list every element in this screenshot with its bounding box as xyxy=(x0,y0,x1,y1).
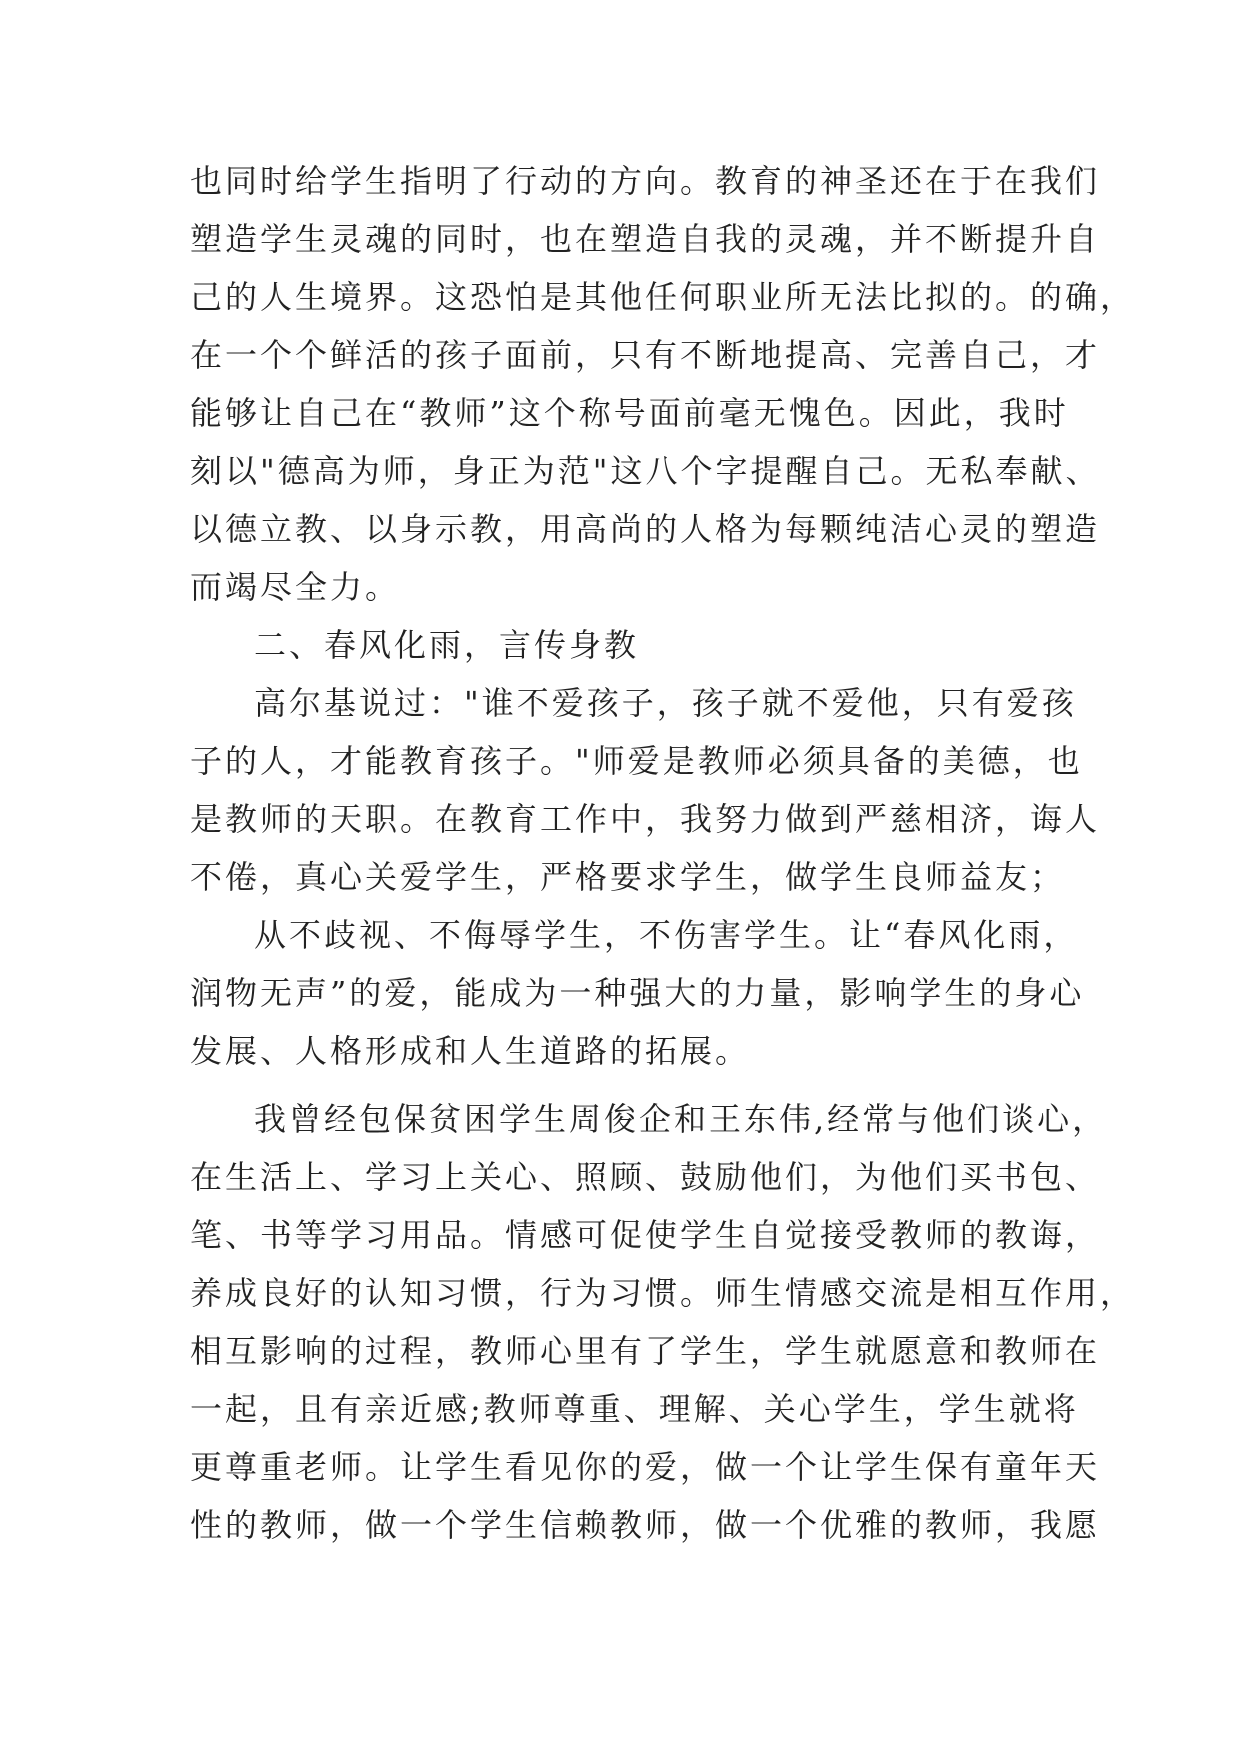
text-line: 养成良好的认知习惯，行为习惯。师生情感交流是相互作用， xyxy=(190,1274,1136,1312)
text-line: 能够让自己在“教师”这个称号面前毫无愧色。因此，我时 xyxy=(190,394,1069,432)
text-line: 在生活上、学习上关心、照顾、鼓励他们，为他们买书包、 xyxy=(190,1158,1101,1196)
text-line: 以德立教、以身示教，用高尚的人格为每颗纯洁心灵的塑造 xyxy=(190,510,1101,548)
document-body xyxy=(190,152,1136,1554)
text-line: 也同时给学生指明了行动的方向。教育的神圣还在于在我们 xyxy=(190,162,1101,200)
text-line: 润物无声”的爱，能成为一种强大的力量，影响学生的身心 xyxy=(190,974,1085,1012)
section-heading: 二、春风化雨，言传身教 xyxy=(254,626,640,664)
text-line: 刻以"德高为师，身正为范"这八个字提醒自己。无私奉献、 xyxy=(190,452,1101,490)
text-line: 不倦，真心关爱学生，严格要求学生，做学生良师益友； xyxy=(190,858,1066,896)
text-line: 塑造学生灵魂的同时，也在塑造自我的灵魂，并不断提升自 xyxy=(190,220,1101,258)
text-line: 一起，且有亲近感;教师尊重、理解、关心学生，学生就将 xyxy=(190,1390,1079,1428)
text-line: 笔、书等学习用品。情感可促使学生自觉接受教师的教诲， xyxy=(190,1216,1101,1254)
text-line: 高尔基说过："谁不爱孩子，孩子就不爱他，只有爱孩 xyxy=(254,684,1077,722)
text-line: 相互影响的过程，教师心里有了学生，学生就愿意和教师在 xyxy=(190,1332,1101,1370)
text-line: 发展、人格形成和人生道路的拓展。 xyxy=(190,1032,751,1070)
text-line: 而竭尽全力。 xyxy=(190,568,401,606)
text-line: 更尊重老师。让学生看见你的爱，做一个让学生保有童年天 xyxy=(190,1448,1101,1486)
text-line: 己的人生境界。这恐怕是其他任何职业所无法比拟的。的确， xyxy=(190,278,1136,316)
text-line: 子的人，才能教育孩子。"师爱是教师必须具备的美德，也 xyxy=(190,742,1083,780)
text-line: 从不歧视、不侮辱学生，不伤害学生。让“春风化雨， xyxy=(254,916,1079,954)
text-line: 性的教师，做一个学生信赖教师，做一个优雅的教师，我愿 xyxy=(190,1506,1101,1544)
text-line: 我曾经包保贫困学生周俊企和王东伟,经常与他们谈心， xyxy=(254,1100,1108,1138)
text-line: 是教师的天职。在教育工作中，我努力做到严慈相济，诲人 xyxy=(190,800,1101,838)
text-line: 在一个个鲜活的孩子面前，只有不断地提高、完善自己，才 xyxy=(190,336,1101,374)
